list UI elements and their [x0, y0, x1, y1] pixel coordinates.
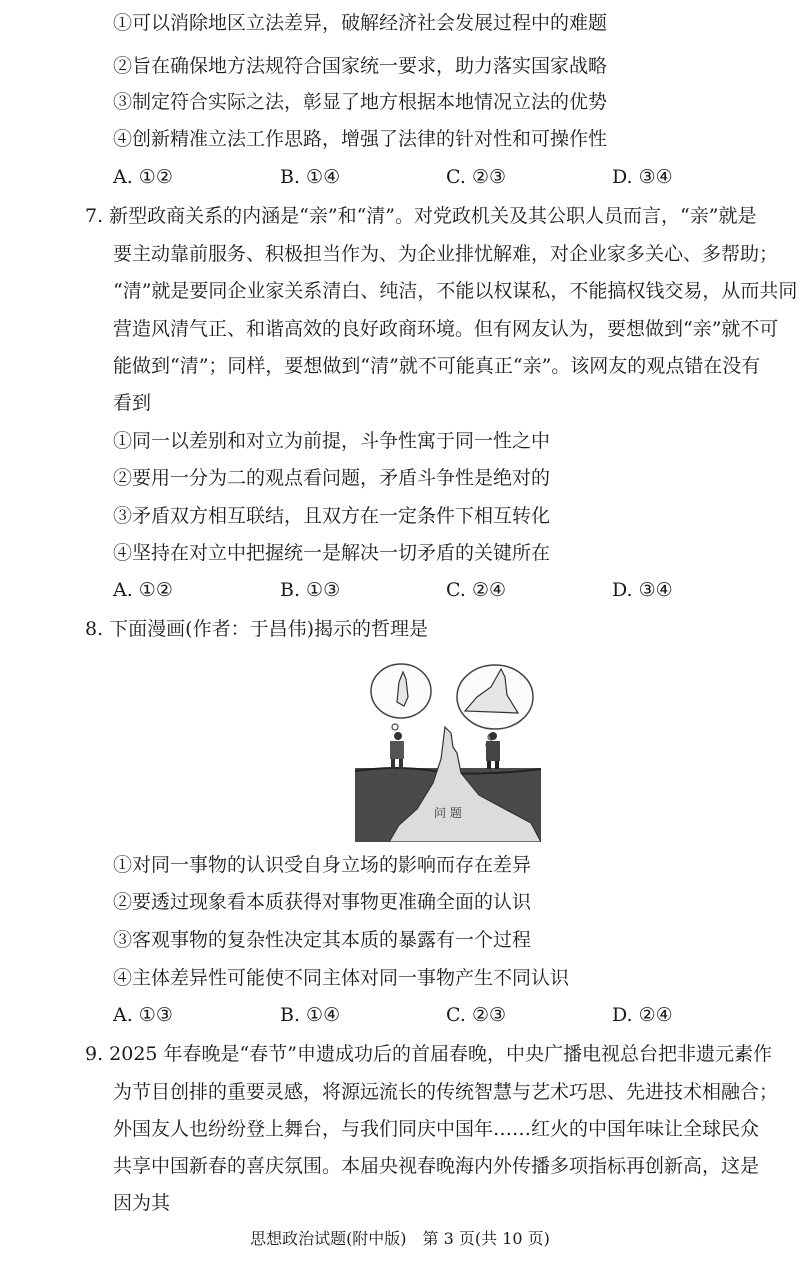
- q6-option-2: ②旨在确保地方法规符合国家统一要求，助力落实国家战略: [113, 55, 608, 77]
- q7-choice-b: B. ①③: [280, 579, 341, 601]
- q6-option-3: ③制定符合实际之法，彰显了地方根据本地情况立法的优势: [113, 91, 608, 113]
- q6-choice-b: B. ①④: [280, 166, 341, 188]
- q7-option-3: ③矛盾双方相互联结，且双方在一定条件下相互转化: [113, 505, 551, 527]
- q8-option-2: ②要透过现象看本质获得对事物更准确全面的认识: [113, 891, 532, 913]
- q7-stem-line-6: 看到: [113, 392, 152, 414]
- q7-stem-line-1: 7. 新型政商关系的内涵是“亲”和“清”。对党政机关及其公职人员而言，“亲”就是: [85, 205, 757, 227]
- q7-stem-line-2: 要主动靠前服务、积极担当作为、为企业排忧解难，对企业家多关心、多帮助；: [113, 243, 779, 265]
- q7-choice-a: A. ①②: [113, 579, 173, 601]
- q7-stem-line-3: “清”就是要同企业家关系清白、纯洁，不能以权谋私，不能搞权钱交易，从而共同: [113, 280, 798, 302]
- q6-choice-c: C. ②③: [446, 166, 507, 188]
- q8-choice-b: B. ①④: [280, 1004, 341, 1026]
- cartoon-illustration: [355, 655, 541, 842]
- q9-stem-line-3: 外国友人也纷纷登上舞台，与我们同庆中国年……红火的中国年味让全球民众: [113, 1118, 760, 1140]
- q7-choice-d: D. ③④: [612, 579, 673, 601]
- q8-option-4: ④主体差异性可能使不同主体对同一事物产生不同认识: [113, 967, 570, 989]
- q8-choice-c: C. ②③: [446, 1004, 507, 1026]
- cartoon-label: 问 题: [434, 806, 462, 820]
- q7-option-4: ④坚持在对立中把握统一是解决一切矛盾的关键所在: [113, 542, 551, 564]
- page-footer: 思想政治试题(附中版) 第 3 页(共 10 页): [250, 1229, 550, 1248]
- q6-option-1: ①可以消除地区立法差异，破解经济社会发展过程中的难题: [113, 12, 608, 34]
- q6-choice-d: D. ③④: [612, 166, 673, 188]
- q6-choice-a: A. ①②: [113, 166, 173, 188]
- q9-stem-line-4: 共享中国新春的喜庆氛围。本届央视春晚海内外传播多项指标再创新高，这是: [113, 1155, 760, 1177]
- q8-option-3: ③客观事物的复杂性决定其本质的暴露有一个过程: [113, 929, 532, 951]
- q7-option-1: ①同一以差别和对立为前提，斗争性寓于同一性之中: [113, 430, 551, 452]
- q8-stem: 8. 下面漫画(作者：于昌伟)揭示的哲理是: [85, 618, 428, 640]
- q8-option-1: ①对同一事物的认识受自身立场的影响而存在差异: [113, 854, 532, 876]
- q8-choice-d: D. ②④: [612, 1004, 673, 1026]
- left-person: [390, 732, 404, 769]
- q7-option-2: ②要用一分为二的观点看问题，矛盾斗争性是绝对的: [113, 467, 551, 489]
- q7-choice-c: C. ②④: [446, 579, 507, 601]
- q7-stem-line-4: 营造风清气正、和谐高效的良好政商环境。但有网友认为，要想做到“亲”就不可: [113, 318, 779, 340]
- q8-choice-a: A. ①③: [113, 1004, 173, 1026]
- q6-option-4: ④创新精准立法工作思路，增强了法律的针对性和可操作性: [113, 128, 608, 150]
- q9-stem-line-5: 因为其: [113, 1192, 171, 1214]
- q9-stem-line-2: 为节目创排的重要灵感，将源远流长的传统智慧与艺术巧思、先进技术相融合；: [113, 1081, 779, 1103]
- q9-stem-line-1: 9. 2025 年春晚是“春节”申遗成功后的首届春晚，中央广播电视总台把非遗元素作: [85, 1043, 772, 1065]
- q7-stem-line-5: 能做到“清”；同样，要想做到“清”就不可能真正“亲”。该网友的观点错在没有: [113, 355, 761, 377]
